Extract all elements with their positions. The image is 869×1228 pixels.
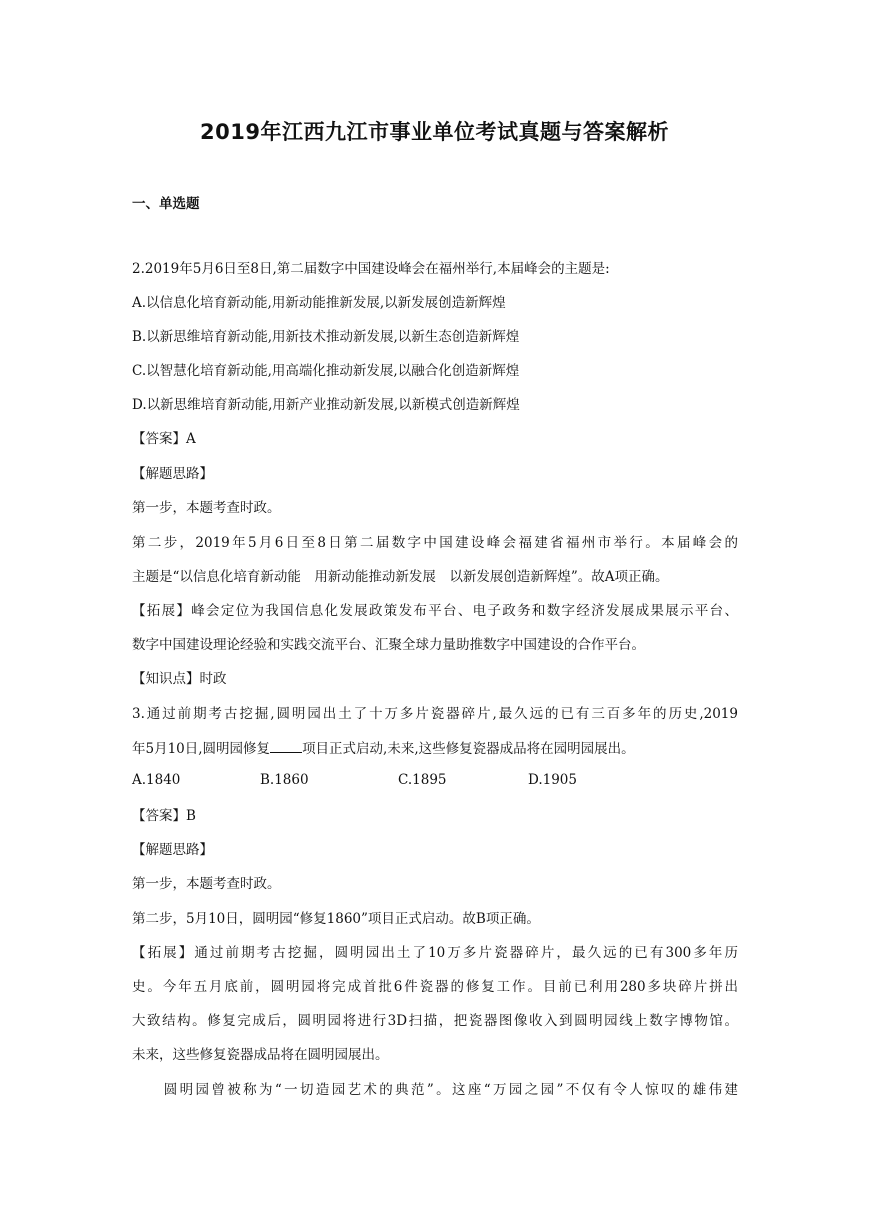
q3-option-d: D.1905 xyxy=(528,772,577,788)
q2-step2-line1: 第二步，2019年5月6日至8日第二届数字中国建设峰会福建省福州市举行。本届峰会的 xyxy=(132,535,738,551)
section-heading: 一、单选题 xyxy=(132,196,200,212)
q3-paragraph-line1: 圆明园曾被称为“一切造园艺术的典范”。这座“万园之园”不仅有令人惊叹的雄伟建 xyxy=(132,1082,738,1098)
q3-extension-line3: 大致结构。修复完成后，圆明园将进行3D扫描，把瓷器图像收入到圆明园线上数字博物馆。 xyxy=(132,1013,738,1029)
q2-option-b: B.以新思维培育新动能,用新技术推动新发展,以新生态创造新辉煌 xyxy=(132,329,520,345)
q3-analysis-heading: 【解题思路】 xyxy=(132,842,213,858)
q3-answer: 【答案】B xyxy=(132,808,196,824)
q3-stem-line2 xyxy=(132,738,635,759)
q2-analysis-heading: 【解题思路】 xyxy=(132,466,213,482)
q2-stem: 2.2019年5月6日至8日,第二届数字中国建设峰会在福州举行,本届峰会的主题是: xyxy=(132,261,610,277)
q3-option-c: C.1895 xyxy=(398,772,447,788)
q3-option-a: A.1840 xyxy=(132,772,181,788)
q2-extension-line2: 数字中国建设理论经验和实践交流平台、汇聚全球力量助推数字中国建设的合作平台。 xyxy=(132,637,645,653)
q3-extension-line2: 史。今年五月底前，圆明园将完成首批6件瓷器的修复工作。目前已利用280多块碎片拼出 xyxy=(132,979,738,995)
q2-extension-line1: 【拓展】峰会定位为我国信息化发展政策发布平台、电子政务和数字经济发展成果展示平台、 xyxy=(132,603,738,619)
q3-extension-line4: 未来，这些修复瓷器成品将在圆明园展出。 xyxy=(132,1047,389,1063)
q2-step2-line2: 主题是“以信息化培育新动能 用新动能推动新发展 以新发展创造新辉煌”。故A项正确。 xyxy=(132,569,669,585)
q3-step1: 第一步，本题考查时政。 xyxy=(132,876,281,892)
q3-step2: 第二步，5月10日，圆明园“修复1860”项目正式启动。故B项正确。 xyxy=(132,911,540,927)
q2-option-a: A.以信息化培育新动能,用新动能推新发展,以新发展创造新辉煌 xyxy=(132,295,506,311)
q2-step1: 第一步，本题考查时政。 xyxy=(132,500,281,516)
q3-extension-line1: 【拓展】通过前期考古挖掘，圆明园出土了10万多片瓷器碎片，最久远的已有300多年历 xyxy=(132,945,738,961)
q2-answer: 【答案】A xyxy=(132,431,196,447)
q3-options xyxy=(132,772,652,792)
q2-knowledge-point: 【知识点】时政 xyxy=(132,671,227,687)
q3-option-b: B.1860 xyxy=(260,772,309,788)
document-title: 2019年江西九江市事业单位考试真题与答案解析 xyxy=(200,120,669,144)
q2-option-d: D.以新思维培育新动能,用新产业推动新发展,以新模式创造新辉煌 xyxy=(132,397,520,413)
q3-stem-line1: 3.通过前期考古挖掘,圆明园出土了十万多片瓷器碎片,最久远的已有三百多年的历史,2019 xyxy=(132,706,738,722)
q3-stem-line2-start: 年5月10日,圆明园修复 xyxy=(132,741,271,757)
q3-stem-line2-end: 项目正式启动,未来,这些修复瓷器成品将在园明园展出。 xyxy=(302,741,635,757)
fill-in-blank xyxy=(270,738,302,753)
q2-option-c: C.以智慧化培育新动能,用高端化推动新发展,以融合化创造新辉煌 xyxy=(132,363,520,379)
